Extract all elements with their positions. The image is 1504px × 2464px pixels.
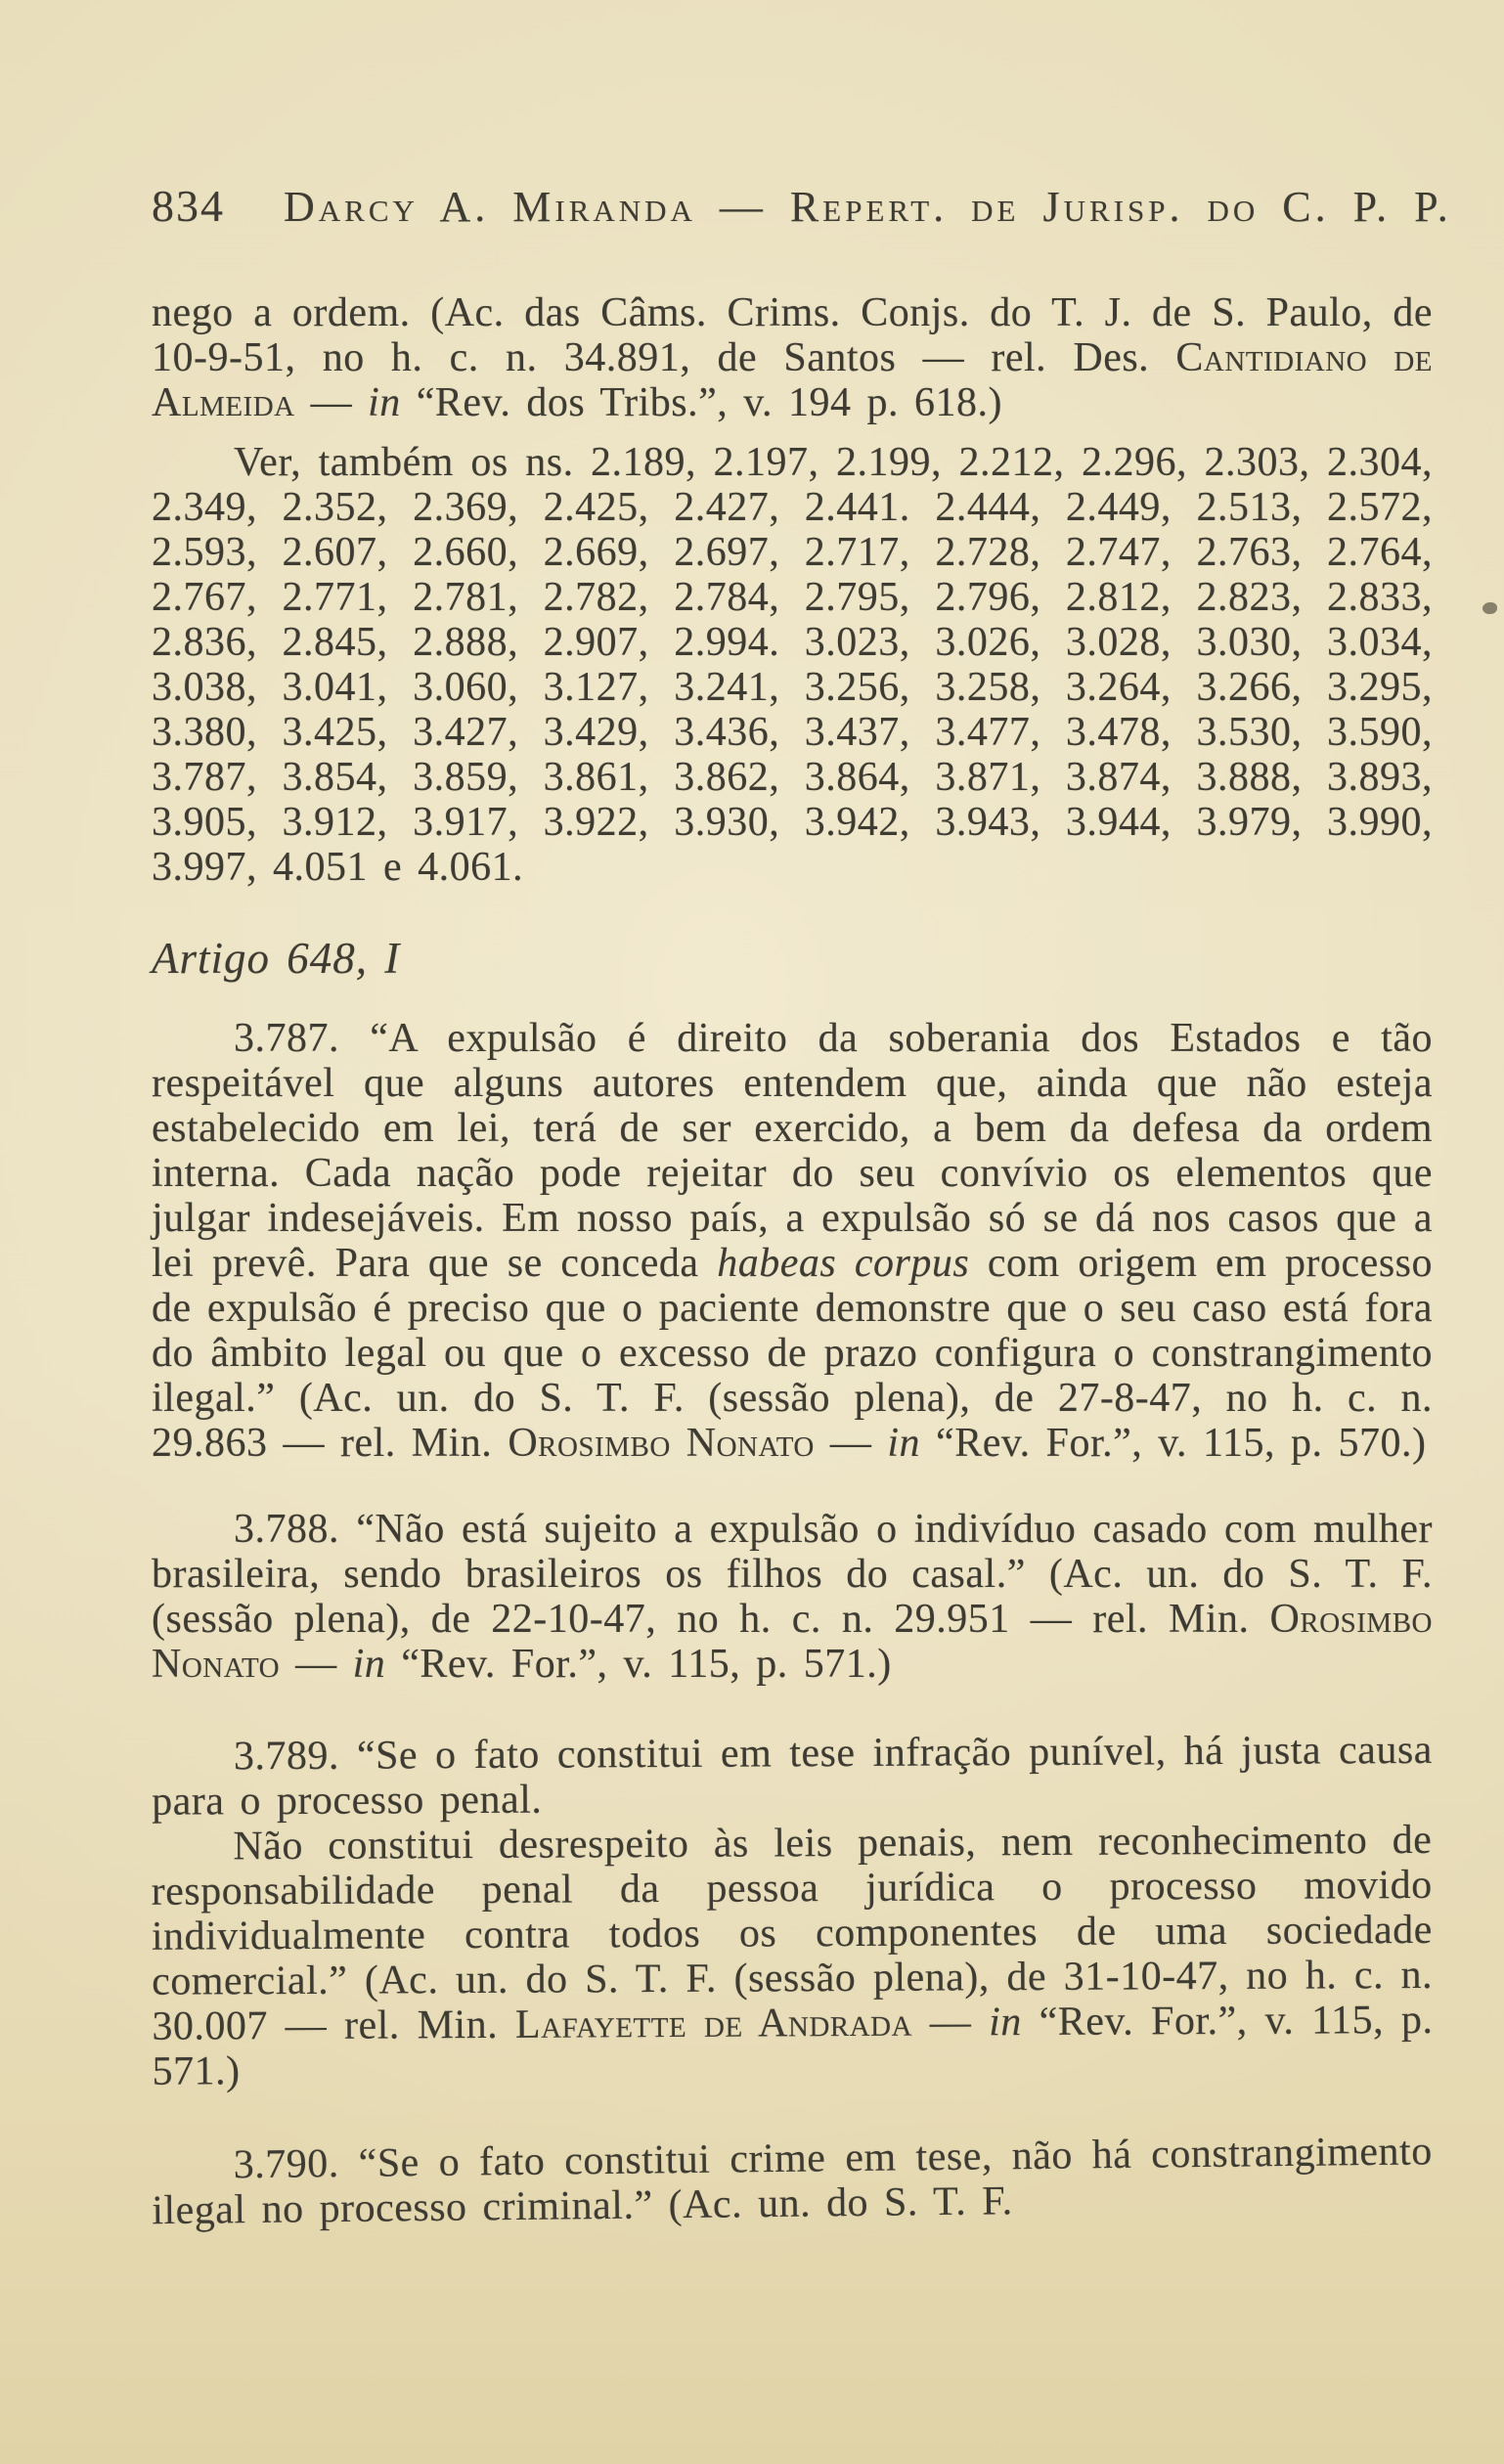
article-heading: Artigo 648, I xyxy=(152,934,401,983)
holding-3788: 3.788. “Não está sujeito a expulsão o indivíduo casado com mulher brasileira, sendo brasileiros os filhos do casal.” (Ac. un. do S. T. F. (sessão plena), de 22-10-47, no h. c. n. 29.951 — rel. Min. Orosimbo Nonato — in “Rev. For.”, v. 115, p. 571.) xyxy=(152,1507,1433,1687)
see-also-text: Ver, também os ns. 2.189, 2.197, 2.199, 2.212, 2.296, 2.303, 2.304, 2.349, 2.352, 2.369, 2.425, 2.427, 2.441. 2.444, 2.449, 2.513, 2.572, 2.593, 2.607, 2.660, 2.669, 2.697, 2.717, 2.728, 2.747, 2.763, 2.764, 2.767, 2.771, 2.781, 2.782, 2.784, 2.795, 2.796, 2.812, 2.823, 2.833, 2.836, 2.845, 2.888, 2.907, 2.994. 3.023, 3.026, 3.028, 3.030, 3.034, 3.038, 3.041, 3.060, 3.127, 3.241, 3.256, 3.258, 3.264, 3.266, 3.295, 3.380, 3.425, 3.427, 3.429, 3.436, 3.437, 3.477, 3.478, 3.530, 3.590, 3.787, 3.854, 3.859, 3.861, 3.862, 3.864, 3.871, 3.874, 3.888, 3.893, 3.905, 3.912, 3.917, 3.922, 3.930, 3.942, 3.943, 3.944, 3.979, 3.990, 3.997, 4.051 e 4.061. xyxy=(152,440,1433,890)
in-citation: in xyxy=(989,2000,1022,2046)
text-block xyxy=(151,290,1434,2234)
see-also-paragraph xyxy=(152,440,1433,890)
latin-phrase: habeas corpus xyxy=(717,1241,970,1286)
holding-3789-part2: Não constitui desrespeito às leis penais, nem reconhecimento de responsabilidade penal da pessoa jurídica o processo movido individualmente contra todos os componentes de uma sociedade comercial.” (Ac. un. do S. T. F. (sessão plena), de 31-10-47, no h. c. n. 30.007 — rel. Min. Lafayette de Andrada — in “Rev. For.”, v. 115, p. 571.) xyxy=(151,1817,1434,2094)
continuation-paragraph: nego a ordem. (Ac. das Câms. Crims. Conjs. do T. J. de S. Paulo, de 10-9-51, no h. c. n. 34.891, de Santos — rel. Des. Cantidiano de Almeida — in “Rev. dos Tribs.”, v. 194 p. 618.) xyxy=(152,290,1433,425)
in-citation: in xyxy=(368,380,401,425)
holding-3789-part1: 3.789. “Se o fato constitui em tese infração punível, há justa causa para o processo penal. xyxy=(152,1727,1433,1825)
judge-name: Lafayette de Andrada xyxy=(514,2000,913,2047)
in-citation: in xyxy=(887,1421,921,1466)
continuation-text: nego a ordem. (Ac. das Câms. Crims. Conjs. do T. J. de S. Paulo, de 10-9-51, no h. c. n. 34.891, de Santos — rel. Des. xyxy=(152,290,1433,380)
judge-name: Orosimbo Nonato xyxy=(508,1421,815,1466)
ink-speck xyxy=(1482,602,1497,614)
running-header xyxy=(0,0,1504,230)
holding-3787: 3.787. “A expulsão é direito da soberania dos Estados e tão respeitável que alguns autores entendem que, ainda que não esteja estabelecido em lei, terá de ser exercido, a bem da defesa da ordem interna. Cada nação pode rejeitar do seu convívio os elementos que julgar indesejáveis. Em nosso país, a expulsão só se dá nos casos que a lei prevê. Para que se conceda habeas corpus com origem em processo de expulsão é preciso que o paciente demonstre que o seu caso está fora do âmbito legal ou que o excesso de prazo configura o constrangimento ilegal.” (Ac. un. do S. T. F. (sessão plena), de 27-8-47, no h. c. n. 29.863 — rel. Min. Orosimbo Nonato — in “Rev. For.”, v. 115, p. 570.) xyxy=(152,1016,1434,1466)
running-header-title: Darcy A. Miranda — Repert. de Jurisp. do C. P. P. xyxy=(284,183,1452,231)
in-citation: in xyxy=(352,1642,386,1687)
holding-3790: 3.790. “Se o fato constitui crime em tese, não há constrangimento ilegal no processo criminal.” (Ac. un. do S. T. F. xyxy=(152,2129,1433,2234)
judge-name: Orosimbo Nonato xyxy=(152,1597,1433,1687)
judge-name: Cantidiano de Almeida xyxy=(152,335,1433,425)
page-number: 834 xyxy=(152,181,225,231)
